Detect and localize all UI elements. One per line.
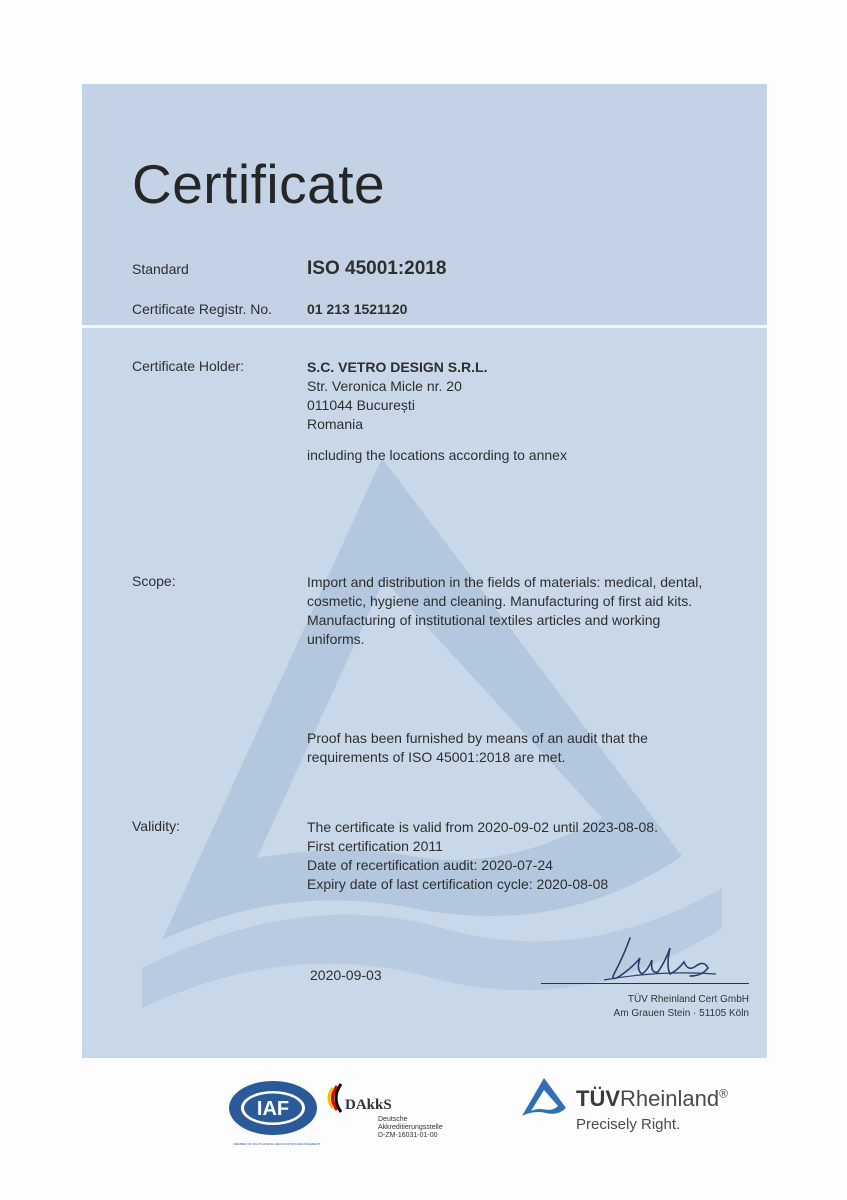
iaf-logo (228, 1080, 318, 1136)
scope-line: Manufacturing of institutional textiles articles and working (307, 612, 661, 628)
tuv-slogan: Precisely Right. (576, 1116, 681, 1133)
tuv-triangle-icon (520, 1076, 568, 1118)
proof-line: requirements of ISO 45001:2018 are met. (307, 749, 566, 765)
dakks-id: D-ZM-16031-01-00 (378, 1132, 438, 1139)
validity-label: Validity: (132, 818, 180, 834)
scope-line: cosmetic, hygiene and cleaning. Manufacturing of first aid kits. (307, 593, 693, 609)
standard-label: Standard (132, 261, 189, 277)
scope-label: Scope: (132, 573, 176, 589)
holder-street: Str. Veronica Micle nr. 20 (307, 378, 462, 394)
validity-line: The certificate is valid from 2020-09-02 until 2023-08-08. (307, 819, 658, 835)
tuv-wordmark (576, 1086, 728, 1112)
iaf-text: IAF (256, 1098, 290, 1120)
holder-name: S.C. VETRO DESIGN S.R.L. (307, 359, 488, 375)
holder-label: Certificate Holder: (132, 358, 245, 374)
iaf-ring-text: MEMBER OF MULTILATERAL RECOGNITION ARRANGEMENT (233, 1142, 321, 1146)
holder-block (307, 358, 487, 434)
proof-text (307, 729, 648, 767)
tuv-reg: ® (719, 1086, 728, 1101)
page-title: Certificate (132, 153, 386, 215)
dakks-line2: Akkreditierungsstelle (378, 1124, 443, 1131)
holder-city: 011044 București (307, 397, 415, 413)
tuv-bold: TÜV (576, 1086, 620, 1111)
dakks-name: DAkkS (345, 1097, 392, 1113)
scope-text (307, 573, 702, 649)
locations-note: including the locations according to annex (307, 447, 567, 463)
signature (600, 930, 720, 985)
scope-line: Import and distribution in the fields of materials: medical, dental, (307, 574, 703, 590)
signature-line (541, 983, 749, 984)
tuv-rest: Rheinland (620, 1086, 720, 1111)
issuer-address: Am Grauen Stein · 51105 Köln (613, 1008, 749, 1019)
validity-line: Expiry date of last certification cycle: 2020-08-08 (307, 876, 609, 892)
issuer-name: TÜV Rheinland Cert GmbH (627, 994, 749, 1005)
dakks-line1: Deutsche (378, 1116, 408, 1123)
proof-line: Proof has been furnished by means of an audit that the (307, 730, 648, 746)
validity-line: First certification 2011 (307, 838, 443, 854)
dakks-flag-icon (325, 1080, 345, 1116)
registration-value: 01 213 1521120 (307, 301, 408, 317)
validity-text (307, 818, 658, 894)
registration-label: Certificate Registr. No. (132, 301, 273, 317)
scope-line: uniforms. (307, 631, 365, 647)
holder-country: Romania (307, 416, 364, 432)
issue-date: 2020-09-03 (310, 967, 382, 983)
standard-value: ISO 45001:2018 (307, 258, 447, 279)
validity-line: Date of recertification audit: 2020-07-24 (307, 857, 553, 873)
